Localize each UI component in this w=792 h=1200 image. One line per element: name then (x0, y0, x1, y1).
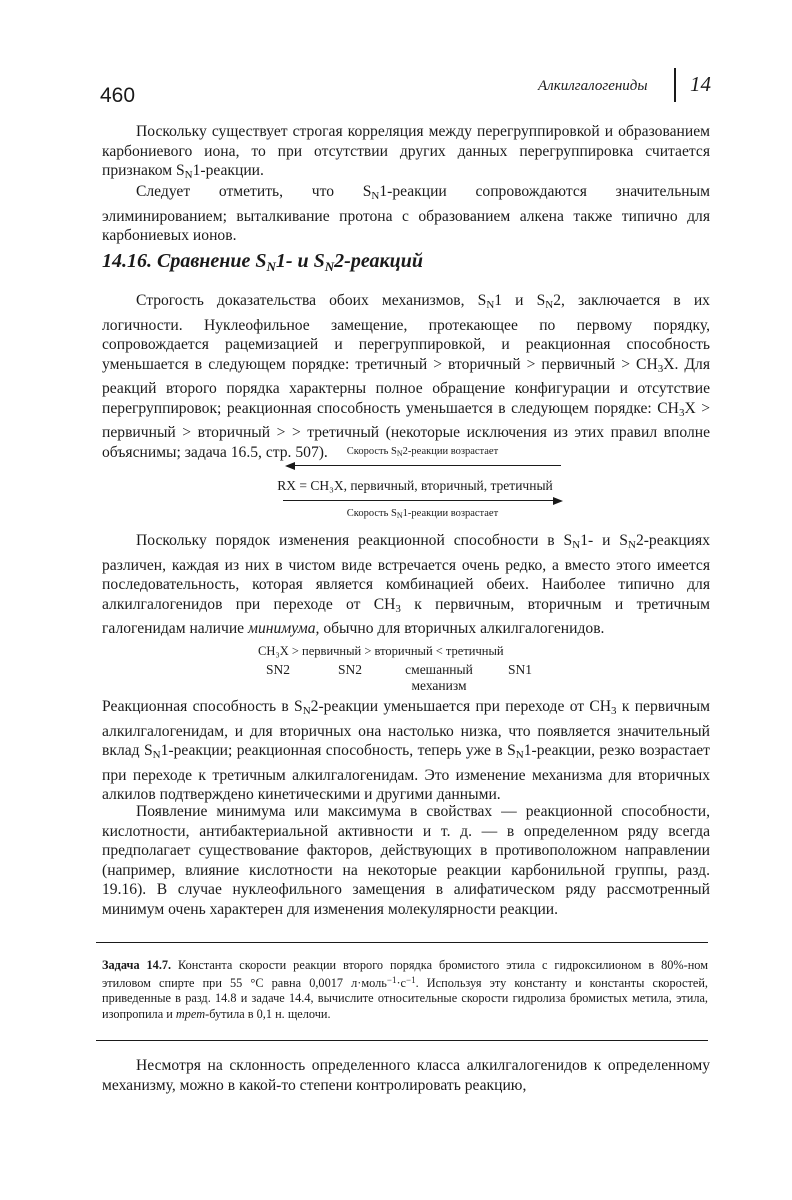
reactivity-order: CH₃X > первичный > вторичный < третичный (258, 644, 504, 658)
mechanism-primary: SN2 (337, 662, 362, 677)
sn2-rate-label: Скорость SN2-реакции возрастает (346, 446, 499, 458)
chapter-number: 14 (690, 72, 711, 96)
task-bottom-rule (96, 1040, 708, 1041)
paragraph-7: Несмотря на склонность определенного класса алкилгалогенидов к определенному механизму, можно в какой-то степени контролировать реакцию, (102, 1057, 710, 1094)
mechanism-tertiary: SN1 (507, 662, 532, 677)
mechanism-secondary: смешанный (405, 662, 473, 677)
section-heading: 14.16. Сравнение $S_N1-$ и $S_N2$-реакций (102, 250, 423, 274)
page-number: 460 (100, 84, 136, 107)
mechanism-ch3x: SN2 (265, 662, 290, 677)
left-arrow-line (293, 465, 561, 466)
mechanism-secondary-line2: механизм (411, 678, 467, 693)
rx-series: RX = CH₃X, первичный, вторичный, третичный (277, 478, 553, 493)
paragraph-1: Поскольку существует строгая корреляция между перегруппировкой и образованием карбониевого иона, то при отсутствии других данных перегруппировка считается признаком $S_N1$-реакции. (102, 123, 710, 181)
paragraph-2: Следует отметить, что $S_N1$-реакции сопровождаются значительным элиминированием; выталкивание протона с образованием алкена также типично для карбониевых ионов. (102, 183, 710, 244)
paragraph-4: Поскольку порядок изменения реакционной способности в $S_N1-$ и $S_N2$-реакциях различен, каждая из них в чистом виде встречается очень редко, а вместо этого имеется последовательность, которая является комбинацией обеих. Наиболее типично для алкилгалогенидов при переходе от $CH_3$ к первичным, вторичным и третичным галогенидам наличие минимума, обычно для вторичных алкилгалогенидов. (102, 532, 710, 637)
task-top-rule (96, 942, 708, 943)
right-arrow-line (283, 500, 555, 501)
paragraph-5: Реакционная способность в $S_N2$-реакции уменьшается при переходе от $CH_3$ к первичным алкилгалогенидам, и для вторичных она настолько низка, что появляется значительный вклад $S_N1$-реакции; реакционная способность, теперь уже в $S_N1$-реакции, резко возрастает при переходе к третичным алкилгалогенидам. Это изменение механизма для вторичных алкилов подтверждено кинетическими и другими данными. (102, 698, 710, 803)
paragraph-6: Появление минимума или максимума в свойствах — реакционной способности, кислотности, антибактериальной активности и т. д. — в определенном ряду всегда предполагает существование факторов, действующих в противоположном направлении (например, влияние кислотности на некоторые реакции карбонильной группы, разд. 19.16). В случае нуклеофильного замещения в алифатическом ряду рассмотренный минимум очень характерен для изменения молекулярности реакции. (102, 803, 710, 918)
header-divider (674, 68, 676, 102)
paragraph-3: Строгость доказательства обоих механизмов, $S_N1$ и $S_N2$, заключается в их логичности. Нуклеофильное замещение, протекающее по первому порядку, сопровождается рацемизацией и перегруппировкой, и реакционная способность уменьшается в следующем порядке: третичный > вторичный > первичный > $CH_3X$. Для реакций второго порядка характерны полное обращение конфигурации и отсутствие перегруппировок; реакционная способность уменьшается в следующем порядке: $CH_3X$ > первичный > вторичный > > третичный (некоторые исключения из этих правил вполне объяснимы; задача 16.5, стр. 507). (102, 292, 710, 461)
task-14-7: Задача 14.7. Константа скорости реакции второго порядка бромистого этила с гидроксилионом в 80%-ном этиловом спирте при 55 °С равна 0,0017 $л\cdot моль^{-1}\cdot с^{-1}$. Используя эту константу и константы скоростей, приведенные в разд. 14.8 и задаче 14.4, вычислите относительные скорости гидролиза бромистых метила, этила, изопропила и трет-бутила в 0,1 н. щелочи. (102, 958, 708, 1021)
sn1-rate-label: Скорость SN1-реакции возрастает (346, 508, 499, 520)
right-arrow-head (553, 497, 563, 505)
running-head: Алкилгалогениды (538, 78, 648, 94)
